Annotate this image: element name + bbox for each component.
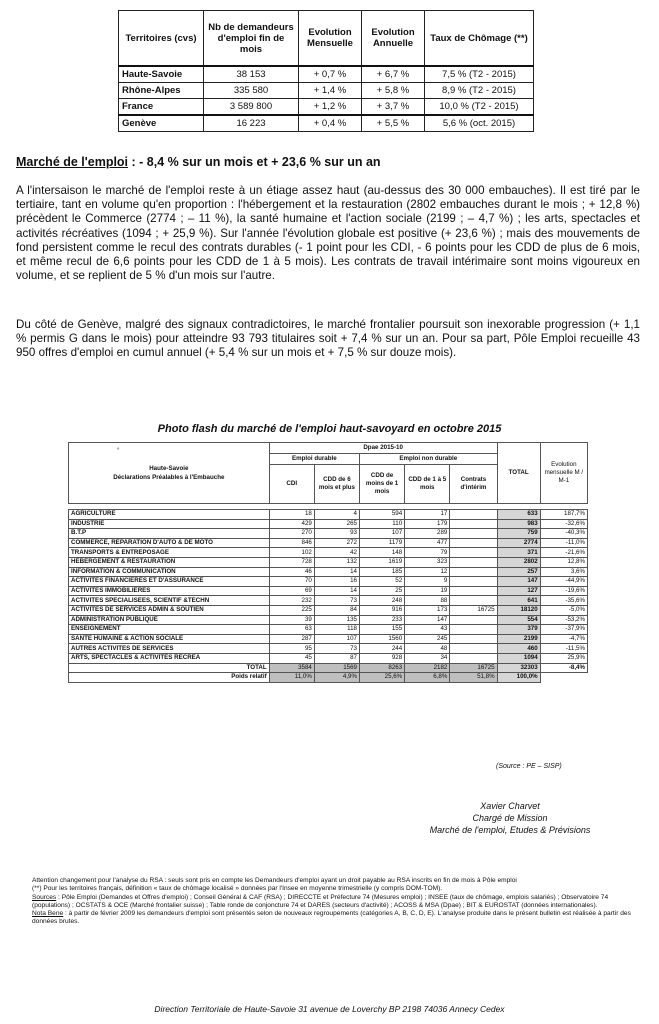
sector-cdd-1-5: 289: [405, 529, 450, 539]
total-cdd-1: 8263: [360, 663, 405, 673]
sector-cdi: 102: [269, 548, 314, 558]
sector-interim: [450, 519, 497, 529]
sector-cdi: 18: [269, 510, 314, 520]
sector-row: [69, 529, 588, 539]
poids-interim: 51,8%: [450, 673, 497, 683]
territories-header-row: [119, 11, 534, 67]
sector-total: 2199: [497, 634, 540, 644]
sector-evolution: -4,7%: [540, 634, 587, 644]
sector-evolution: -40,3%: [540, 529, 587, 539]
sector-cdd-6: 14: [314, 586, 359, 596]
sector-interim: [450, 529, 497, 539]
sector-name: ADMINISTRATION PUBLIQUE: [69, 615, 270, 625]
sector-evolution: 25,9%: [540, 653, 587, 663]
sector-cdd-1-5: 34: [405, 653, 450, 663]
col-header-evo-mensuelle: Evolution Mensuelle: [299, 11, 362, 67]
photo-flash-title: Photo flash du marché de l'emploi haut-savoyard en octobre 2015: [157, 423, 502, 435]
sector-cdd-1-5: 43: [405, 625, 450, 635]
sector-cdd-6: 42: [314, 548, 359, 558]
sector-evolution: -19,6%: [540, 586, 587, 596]
dpae-table: [68, 442, 588, 683]
non-durable-header: Emploi non durable: [360, 454, 498, 465]
sector-cdd-6: 132: [314, 557, 359, 567]
sector-cdd-1-5: 12: [405, 567, 450, 577]
sector-evolution: -11,0%: [540, 538, 587, 548]
sector-total: 554: [497, 615, 540, 625]
col-header-demandeurs: Nb de demandeurs d'emploi fin de mois: [204, 11, 299, 67]
sector-row: [69, 605, 588, 615]
source-note: (Source : PE – SISP): [496, 763, 562, 770]
sector-cdd-1-5: 19: [405, 586, 450, 596]
poids-label: Poids relatif: [69, 673, 270, 683]
sources-label: Sources: [32, 893, 57, 901]
section-title: [16, 155, 381, 169]
territory-taux: 10,0 % (T2 - 2015): [425, 99, 534, 116]
sector-evolution: -35,6%: [540, 596, 587, 606]
sector-evolution: 12,8%: [540, 557, 587, 567]
sector-cdd-1: 1179: [360, 538, 405, 548]
note-sources: [32, 894, 642, 911]
sector-cdd-1: 52: [360, 577, 405, 587]
sector-cdd-1: 185: [360, 567, 405, 577]
sector-cdi: 225: [269, 605, 314, 615]
sector-total: 2774: [497, 538, 540, 548]
sector-row: [69, 634, 588, 644]
sector-cdi: 846: [269, 538, 314, 548]
signature-name: Xavier Charvet: [480, 801, 540, 811]
col-cdi: CDI: [269, 465, 314, 504]
sector-total: 759: [497, 529, 540, 539]
sector-total: 257: [497, 567, 540, 577]
poids-cdd-1-5: 6,8%: [405, 673, 450, 683]
territory-mens: + 0,4 %: [299, 115, 362, 132]
sector-interim: [450, 634, 497, 644]
sector-interim: [450, 586, 497, 596]
total-interim: 16725: [450, 663, 497, 673]
sector-cdd-1: 155: [360, 625, 405, 635]
sector-cdd-1: 233: [360, 615, 405, 625]
sector-row: [69, 577, 588, 587]
sector-cdd-1-5: 9: [405, 577, 450, 587]
sector-evolution: -37,9%: [540, 625, 587, 635]
sources-text: : Pôle Emploi (Demandes et Offres d'emploi) ; Conseil Général & CAF (RSA) ; DIRECCTE et Préfecture 74 (Mesures emploi) ; INSEE (taux de chômage, emplois salariés) ; Observatoire 74 (populations) ; OCSTATS & OCE (Marché frontalier suisse) ; Table ronde de conjoncture 74 et DARES (secteurs d'activité) ; ACOSS & MSA (Dpae) ; BIT & EUROSTAT (données internationales).: [32, 893, 609, 909]
sector-row: [69, 567, 588, 577]
total-cdd-1-5: 2182: [405, 663, 450, 673]
sector-interim: [450, 653, 497, 663]
sector-cdd-6: 84: [314, 605, 359, 615]
sector-interim: 16725: [450, 605, 497, 615]
sector-name: TRANSPORTS & ENTREPOSAGE: [69, 548, 270, 558]
sector-cdd-1: 1619: [360, 557, 405, 567]
sector-evolution: -5,0%: [540, 605, 587, 615]
territory-row: [119, 83, 534, 99]
section-title-label: Marché de l'emploi: [16, 155, 129, 169]
territory-nb: 16 223: [204, 115, 299, 132]
sector-cdd-6: 107: [314, 634, 359, 644]
territory-row: [119, 115, 534, 132]
poids-row: [69, 673, 588, 683]
sector-row: [69, 548, 588, 558]
sector-name: B.T.P: [69, 529, 270, 539]
poids-empty: [540, 673, 587, 683]
sector-cdi: 728: [269, 557, 314, 567]
sector-total: 18120: [497, 605, 540, 615]
sector-total: 147: [497, 577, 540, 587]
sector-interim: [450, 577, 497, 587]
sector-total: 460: [497, 644, 540, 654]
evolution-header: Evolution mensuelle M / M-1: [540, 443, 587, 504]
signature-block: [380, 800, 640, 836]
territory-taux: 7,5 % (T2 - 2015): [425, 66, 534, 83]
sector-name: AGRICULTURE: [69, 510, 270, 520]
territory-name: Genève: [119, 115, 204, 132]
sector-cdd-1: 110: [360, 519, 405, 529]
sector-cdd-1-5: 48: [405, 644, 450, 654]
sector-cdi: 287: [269, 634, 314, 644]
footnotes: [32, 877, 642, 927]
sector-row: [69, 510, 588, 520]
sector-cdd-1: 244: [360, 644, 405, 654]
sector-row: [69, 586, 588, 596]
footer-address: Direction Territoriale de Haute-Savoie 31 avenue de Loverchy BP 2198 74036 Annecy Cedex: [154, 1004, 505, 1014]
poids-cdi: 11,0%: [269, 673, 314, 683]
total-cdi: 3584: [269, 663, 314, 673]
sector-cdd-6: 73: [314, 596, 359, 606]
dpae-header-row: [69, 443, 588, 454]
sector-name: HEBERGEMENT & RESTAURATION: [69, 557, 270, 567]
sector-cdd-6: 135: [314, 615, 359, 625]
sector-cdi: 69: [269, 586, 314, 596]
territory-row: [119, 66, 534, 83]
paragraph-geneve: Du côté de Genève, malgré des signaux contradictoires, le marché frontalier poursuit son inexorable progression (+ 1,1 % permis G dans le mois) pour atteindre 93 793 titulaires soit + 7,4 % sur un an. Pour sa part, Pôle Emploi recueille 43 950 offres d'emploi en cumul annuel (+ 5,4 % sur un mois et + 7,5 % sur douze mois).: [16, 318, 640, 360]
territory-name: France: [119, 99, 204, 116]
territory-name: Rhône-Alpes: [119, 83, 204, 99]
sector-cdd-6: 272: [314, 538, 359, 548]
sector-total: 2802: [497, 557, 540, 567]
col-cdd-1: CDD de moins de 1 mois: [360, 465, 405, 504]
sector-cdd-1: 928: [360, 653, 405, 663]
sector-row: [69, 615, 588, 625]
sector-cdd-6: 14: [314, 567, 359, 577]
sector-interim: [450, 510, 497, 520]
sector-name: INDUSTRIE: [69, 519, 270, 529]
poids-cdd-1: 25,6%: [360, 673, 405, 683]
sector-cdd-6: 16: [314, 577, 359, 587]
sector-interim: [450, 548, 497, 558]
territory-ann: + 6,7 %: [362, 66, 425, 83]
sector-row: [69, 625, 588, 635]
territory-ann: + 5,8 %: [362, 83, 425, 99]
sector-row: [69, 519, 588, 529]
sector-cdd-6: 93: [314, 529, 359, 539]
sector-cdd-6: 265: [314, 519, 359, 529]
sector-total: 633: [497, 510, 540, 520]
sector-cdd-1: 107: [360, 529, 405, 539]
sector-cdd-1-5: 79: [405, 548, 450, 558]
sector-total: 641: [497, 596, 540, 606]
sector-total: 379: [497, 625, 540, 635]
signature-dept: Marché de l'emploi, Etudes & Prévisions: [429, 825, 591, 835]
territory-nb: 3 589 800: [204, 99, 299, 116]
sector-name: ACTIVITES SPECIALISEES, SCIENTIF &TECHN: [69, 596, 270, 606]
sector-interim: [450, 538, 497, 548]
sector-cdd-1-5: 147: [405, 615, 450, 625]
dpae-row-label-text: Haute-Savoie Déclarations Préalables à l'Embauche: [113, 465, 225, 481]
sector-row: [69, 557, 588, 567]
sector-interim: [450, 596, 497, 606]
sector-evolution: -11,5%: [540, 644, 587, 654]
sector-interim: [450, 615, 497, 625]
sector-cdd-6: 87: [314, 653, 359, 663]
sector-evolution: -44,9%: [540, 577, 587, 587]
sector-cdd-6: 4: [314, 510, 359, 520]
sector-evolution: -32,6%: [540, 519, 587, 529]
territory-ann: + 5,5 %: [362, 115, 425, 132]
territory-taux: 8,9 % (T2 - 2015): [425, 83, 534, 99]
territory-nb: 38 153: [204, 66, 299, 83]
dpae-row-label-header: [69, 443, 270, 504]
sector-row: [69, 653, 588, 663]
sector-cdd-1: 248: [360, 596, 405, 606]
territory-row: [119, 99, 534, 116]
durable-header: Emploi durable: [269, 454, 359, 465]
sector-name: SANTE HUMAINE & ACTION SOCIALE: [69, 634, 270, 644]
sector-name: AUTRES ACTIVITES DE SERVICES: [69, 644, 270, 654]
sector-evolution: 3,6%: [540, 567, 587, 577]
sector-cdd-1-5: 323: [405, 557, 450, 567]
sector-cdd-6: 118: [314, 625, 359, 635]
sector-cdd-1-5: 245: [405, 634, 450, 644]
sector-cdd-1-5: 179: [405, 519, 450, 529]
sector-row: [69, 644, 588, 654]
dpae-period-header: Dpae 2015-10: [269, 443, 497, 454]
section-title-rest: : - 8,4 % sur un mois et + 23,6 % sur un an: [128, 155, 381, 169]
col-cdd-1-5: CDD de 1 à 5 mois: [405, 465, 450, 504]
territories-table: [118, 10, 534, 132]
territory-mens: + 1,4 %: [299, 83, 362, 99]
note-nota-bene: [32, 910, 642, 927]
sector-cdd-1-5: 88: [405, 596, 450, 606]
sector-name: ACTIVITES FINANCIERES ET D'ASSURANCE: [69, 577, 270, 587]
territory-name: Haute-Savoie: [119, 66, 204, 83]
sector-interim: [450, 557, 497, 567]
sector-name: INFORMATION & COMMUNICATION: [69, 567, 270, 577]
sector-total: 983: [497, 519, 540, 529]
signature-role: Chargé de Mission: [472, 813, 548, 823]
sector-row: [69, 538, 588, 548]
territory-mens: + 1,2 %: [299, 99, 362, 116]
col-header-taux-chomage: Taux de Chômage (**): [425, 11, 534, 67]
total-row: [69, 663, 588, 673]
sector-cdi: 46: [269, 567, 314, 577]
sector-total: 371: [497, 548, 540, 558]
nota-bene-label: Nota Bene: [32, 910, 64, 918]
sector-cdd-1-5: 17: [405, 510, 450, 520]
sector-cdi: 39: [269, 615, 314, 625]
sector-interim: [450, 625, 497, 635]
col-header-territoires: Territoires (cvs): [119, 11, 204, 67]
sector-cdd-1: 594: [360, 510, 405, 520]
sector-total: 1094: [497, 653, 540, 663]
sector-cdd-1: 25: [360, 586, 405, 596]
sector-cdi: 45: [269, 653, 314, 663]
sector-cdi: 270: [269, 529, 314, 539]
total-label: TOTAL: [69, 663, 270, 673]
sector-cdi: 429: [269, 519, 314, 529]
total-evo: -8,4%: [540, 663, 587, 673]
poids-cdd-6: 4,9%: [314, 673, 359, 683]
sector-cdi: 95: [269, 644, 314, 654]
sector-cdd-1-5: 477: [405, 538, 450, 548]
sector-cdd-1-5: 173: [405, 605, 450, 615]
sector-evolution: 187,7%: [540, 510, 587, 520]
sector-interim: [450, 567, 497, 577]
territory-ann: + 3,7 %: [362, 99, 425, 116]
total-total: 32303: [497, 663, 540, 673]
total-cdd-6: 1569: [314, 663, 359, 673]
territory-nb: 335 580: [204, 83, 299, 99]
sector-total: 127: [497, 586, 540, 596]
territory-mens: + 0,7 %: [299, 66, 362, 83]
sector-name: ARTS, SPECTACLES & ACTIVITES RECREA: [69, 653, 270, 663]
nota-bene-text: : à partir de février 2009 les demandeurs d'emploi sont présentés selon de nouveaux regroupements (catégories A, B, C, D, E). L'analyse produite dans le présent bulletin est réalisée à partir des données brutes.: [32, 910, 631, 926]
sector-name: COMMERCE, REPARATION D'AUTO & DE MOTO: [69, 538, 270, 548]
sector-cdd-6: 73: [314, 644, 359, 654]
sector-name: ENSEIGNEMENT: [69, 625, 270, 635]
col-header-evo-annuelle: Evolution Annuelle: [362, 11, 425, 67]
territory-taux: 5,6 % (oct. 2015): [425, 115, 534, 132]
sector-name: ACTIVITES DE SERVICES ADMIN & SOUTIEN: [69, 605, 270, 615]
sector-cdi: 70: [269, 577, 314, 587]
sector-cdi: 63: [269, 625, 314, 635]
total-header: TOTAL: [497, 443, 540, 504]
sector-name: ACTIVITES IMMOBILIERES: [69, 586, 270, 596]
sector-cdd-1: 1560: [360, 634, 405, 644]
sector-interim: [450, 644, 497, 654]
note-rsa: Attention changement pour l'analyse du RSA : seuls sont pris en compte les Demandeurs d'emploi ayant un droit payable au RSA inscrits en fin de mois à Pôle emploi: [32, 877, 517, 884]
sector-cdd-1: 916: [360, 605, 405, 615]
col-interim: Contrats d'intérim: [450, 465, 497, 504]
sector-cdd-1: 148: [360, 548, 405, 558]
sector-cdi: 232: [269, 596, 314, 606]
stub-mark: °: [117, 447, 120, 454]
note-taux: (**) Pour les territoires français, définition « taux de chômage localisé » données par l'Insee en moyenne trimestrielle (y compris DOM-TOM).: [32, 885, 443, 893]
paragraph-marche: A l'intersaison le marché de l'emploi reste à un étiage assez haut (au-dessus des 30 000 embauches). Il est tiré par le tertiaire, tant en volume qu'en proportion : l'hébergement et la restauration (2802 embauches durant le mois ; + 12,8 %) précèdent le Commerce (2774 ; – 11 %), la santé humaine et l'action sociale (2199 ; – 4,7 %) ; les arts, spectacles et activités récréatives (1094 ; + 25,9 %). Sur l'année l'évolution globale est positive (+ 23,6 %) ; mais des mouvements de fond persistent comme le recul des contrats durables (- 1 point pour les CDI, - 6 points pour les CDD de plus de 6 mois, et même recul de 6,6 points pour les CDD de 1 à 5 mois). Les contrats de travail intérimaire sont moins vigoureux en volume, et se replient de 5 % d'un mois sur l'autre.: [16, 184, 640, 283]
sector-evolution: -53,2%: [540, 615, 587, 625]
poids-total: 100,0%: [497, 673, 540, 683]
sector-evolution: -21,6%: [540, 548, 587, 558]
sector-row: [69, 596, 588, 606]
col-cdd-6: CDD de 6 mois et plus: [314, 465, 359, 504]
